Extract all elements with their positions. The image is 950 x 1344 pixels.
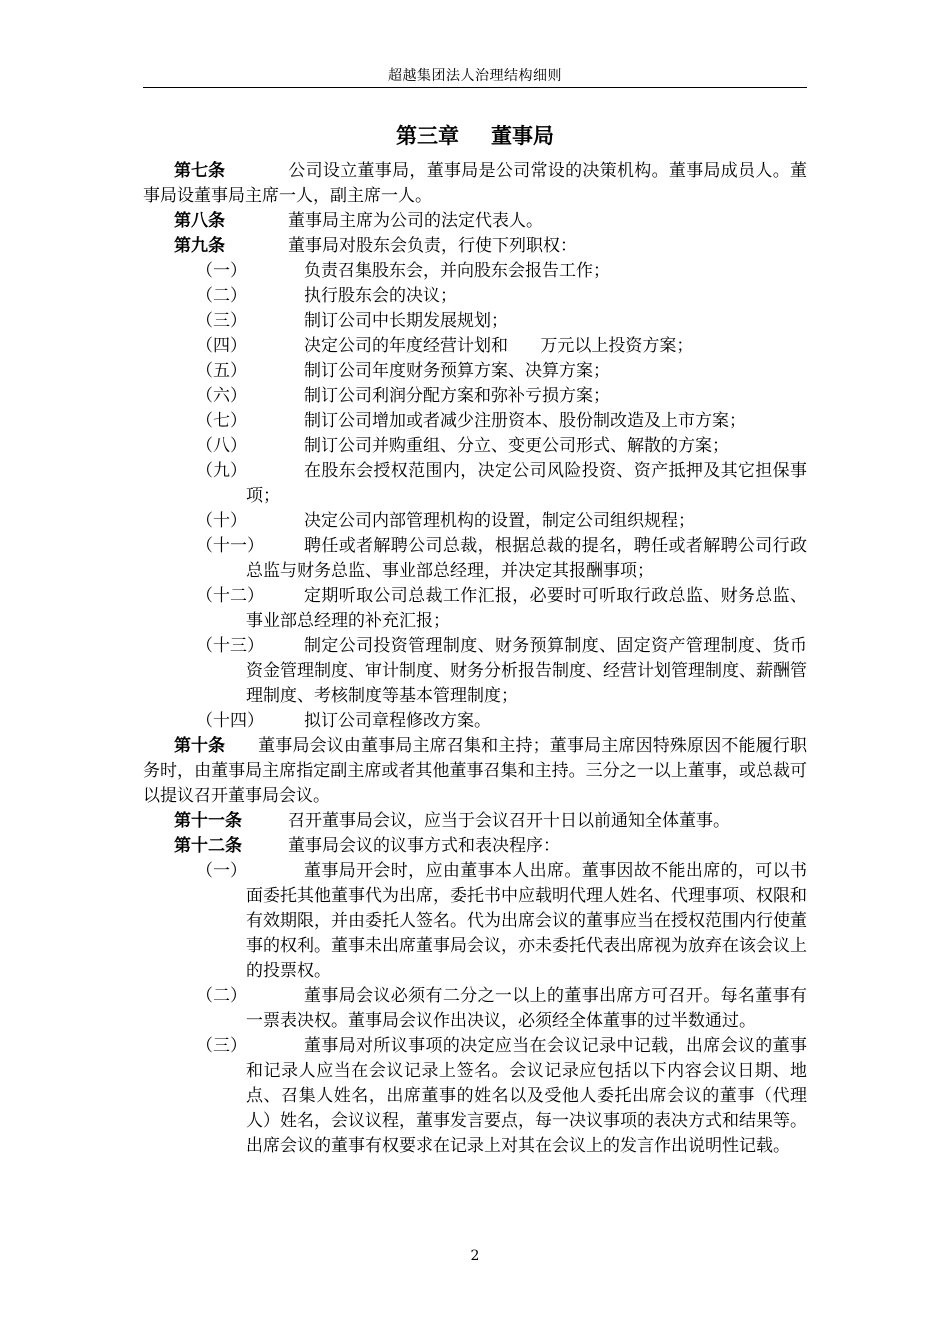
item-text: 制订公司中长期发展规划； xyxy=(304,311,508,331)
header-divider xyxy=(143,87,807,88)
list-item xyxy=(143,634,807,709)
list-item xyxy=(143,309,807,334)
chapter-name: 董事局 xyxy=(491,123,554,148)
article-7 xyxy=(143,159,807,209)
item-number: （一） xyxy=(196,261,247,281)
article-label: 第八条 xyxy=(174,211,225,231)
list-item xyxy=(143,284,807,309)
article-text: 董事局对股东会负责，行使下列职权： xyxy=(288,236,577,256)
item-text: 制订公司增加或者减少注册资本、股份制改造及上市方案； xyxy=(304,411,746,431)
list-item xyxy=(143,359,807,384)
item-text: 董事局开会时，应由董事本人出席。董事因故不能出席的，可以书面委托其他董事代为出席，委托书中应载明代理人姓名、代理事项、权限和有效期限，并由委托人签名。代为出席会议的董事应当在授权范围内行使董事的权利。董事未出席董事局会议，亦未委托代表出席视为放弃在该会议上的投票权。 xyxy=(246,861,807,981)
list-item xyxy=(143,709,807,734)
article-12 xyxy=(143,834,807,859)
list-item xyxy=(143,259,807,284)
item-text: 负责召集股东会，并向股东会报告工作； xyxy=(304,261,610,281)
running-header: 超越集团法人治理结构细则 xyxy=(388,68,562,84)
article-label: 第十二条 xyxy=(174,836,242,856)
item-number: （十四） xyxy=(196,711,264,731)
item-number: （二） xyxy=(196,986,247,1006)
item-number: （十三） xyxy=(196,636,264,656)
chapter-number: 第三章 xyxy=(396,123,459,148)
article-text: 公司设立董事局，董事局是公司常设的决策机构。董事局成员人。董事局设董事局主席一人，副主席一人。 xyxy=(143,161,807,206)
item-number: （三） xyxy=(196,1036,247,1056)
item-number: （五） xyxy=(196,361,247,381)
list-item xyxy=(143,459,807,509)
article-text: 召开董事局会议，应当于会议召开十日以前通知全体董事。 xyxy=(288,811,730,831)
item-text: 在股东会授权范围内，决定公司风险投资、资产抵押及其它担保事项； xyxy=(246,461,807,506)
item-number: （十） xyxy=(196,511,247,531)
item-number: （七） xyxy=(196,411,247,431)
item-number: （四） xyxy=(196,336,247,356)
article-10 xyxy=(143,734,807,809)
article-9 xyxy=(143,234,807,259)
item-text: 制订公司年度财务预算方案、决算方案； xyxy=(304,361,610,381)
item-number: （六） xyxy=(196,386,247,406)
item-number: （二） xyxy=(196,286,247,306)
item-text: 拟订公司章程修改方案。 xyxy=(304,711,491,731)
item-text: 制定公司投资管理制度、财务预算制度、固定资产管理制度、货币资金管理制度、审计制度、财务分析报告制度、经营计划管理制度、薪酬管理制度、考核制度等基本管理制度； xyxy=(246,636,807,706)
list-item xyxy=(143,384,807,409)
item-text: 定期听取公司总裁工作汇报，必要时可听取行政总监、财务总监、事业部总经理的补充汇报； xyxy=(246,586,807,631)
list-item xyxy=(143,434,807,459)
page-number: 2 xyxy=(470,1248,480,1264)
article-label: 第十一条 xyxy=(174,811,242,831)
list-item xyxy=(143,409,807,434)
item-text: 聘任或者解聘公司总裁，根据总裁的提名，聘任或者解聘公司行政总监与财务总监、事业部总经理，并决定其报酬事项； xyxy=(246,536,807,581)
item-number: （三） xyxy=(196,311,247,331)
item-number: （八） xyxy=(196,436,247,456)
item-number: （十一） xyxy=(196,536,264,556)
list-item xyxy=(143,509,807,534)
article-8 xyxy=(143,209,807,234)
article-text: 董事局会议的议事方式和表决程序： xyxy=(288,836,560,856)
list-item xyxy=(143,584,807,634)
item-number: （一） xyxy=(196,861,247,881)
article-label: 第十条 xyxy=(174,736,225,756)
item-text: 决定公司的年度经营计划和 万元以上投资方案； xyxy=(304,336,694,356)
item-number: （九） xyxy=(196,461,247,481)
chapter-body xyxy=(143,159,807,1159)
item-number: （十二） xyxy=(196,586,264,606)
chapter-title xyxy=(143,122,807,150)
list-item xyxy=(143,984,807,1034)
item-text: 制订公司并购重组、分立、变更公司形式、解散的方案； xyxy=(304,436,729,456)
list-item xyxy=(143,1034,807,1159)
article-text: 董事局主席为公司的法定代表人。 xyxy=(288,211,543,231)
article-11 xyxy=(143,809,807,834)
article-label: 第七条 xyxy=(174,161,225,181)
list-item xyxy=(143,334,807,359)
item-text: 决定公司内部管理机构的设置，制定公司组织规程； xyxy=(304,511,695,531)
list-item xyxy=(143,534,807,584)
item-text: 制订公司利润分配方案和弥补亏损方案； xyxy=(304,386,610,406)
list-item xyxy=(143,859,807,984)
article-text: 董事局会议由董事局主席召集和主持；董事局主席因特殊原因不能履行职务时，由董事局主席指定副主席或者其他董事召集和主持。三分之一以上董事，或总裁可以提议召开董事局会议。 xyxy=(143,736,807,806)
item-text: 董事局对所议事项的决定应当在会议记录中记载，出席会议的董事和记录人应当在会议记录上签名。会议记录应包括以下内容会议日期、地点、召集人姓名，出席董事的姓名以及受他人委托出席会议的董事（代理人）姓名，会议议程，董事发言要点，每一决议事项的表决方式和结果等。出席会议的董事有权要求在记录上对其在会议上的发言作出说明性记载。 xyxy=(246,1036,807,1156)
item-text: 执行股东会的决议； xyxy=(304,286,457,306)
item-text: 董事局会议必须有二分之一以上的董事出席方可召开。每名董事有一票表决权。董事局会议作出决议，必须经全体董事的过半数通过。 xyxy=(246,986,807,1031)
article-label: 第九条 xyxy=(174,236,225,256)
